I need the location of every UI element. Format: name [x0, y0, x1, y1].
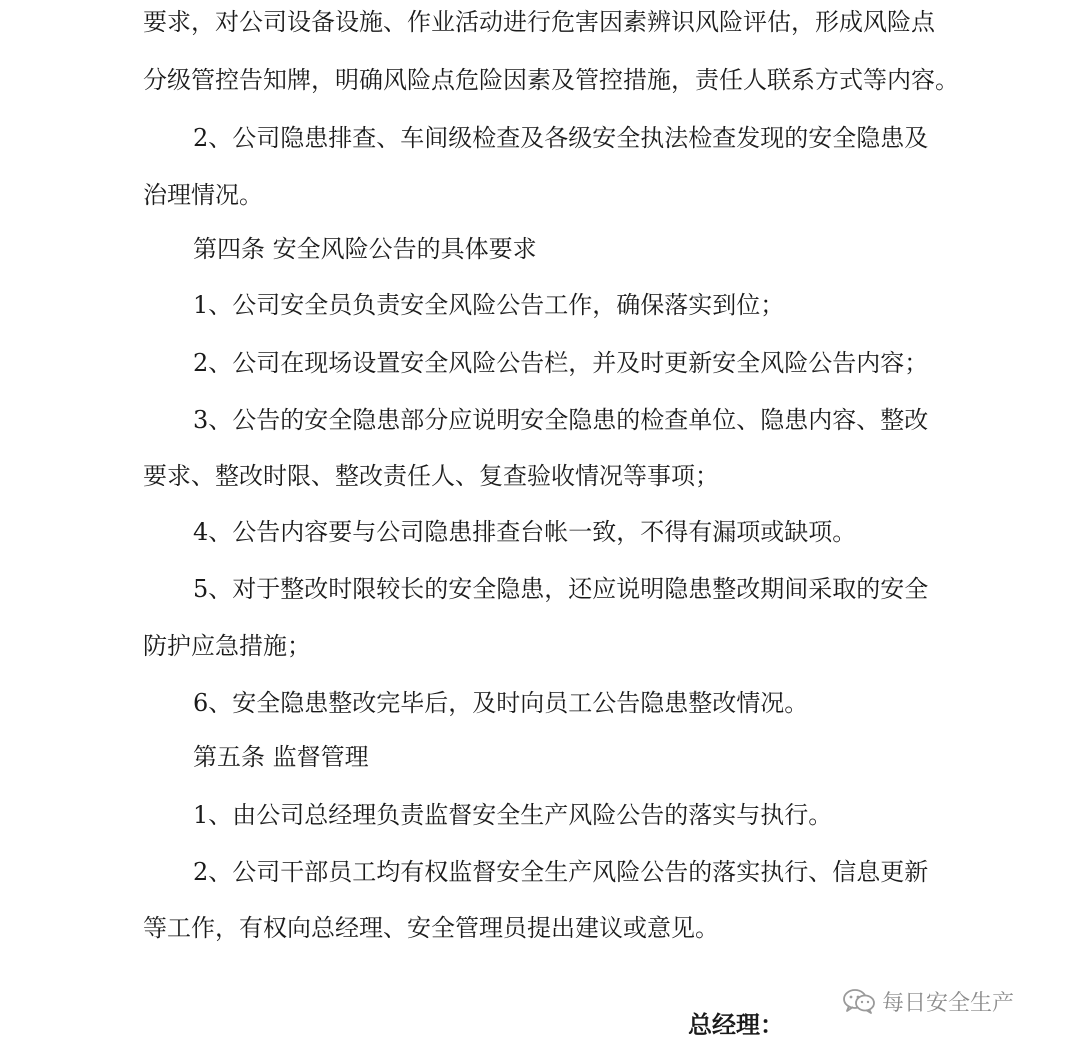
wechat-icon: [842, 988, 876, 1014]
text-line: 分级管控告知牌，明确风险点危险因素及管控措施，责任人联系方式等内容。: [143, 66, 959, 94]
text-line: 要求、整改时限、整改责任人、复查验收情况等事项；: [143, 462, 719, 490]
signature-label: 总经理：: [688, 1011, 784, 1039]
text-line: 要求，对公司设备设施、作业活动进行危害因素辨识风险评估，形成风险点: [143, 8, 935, 36]
wechat-watermark: [842, 986, 1014, 1016]
text-line: 等工作，有权向总经理、安全管理员提出建议或意见。: [143, 914, 719, 942]
section-heading-5: 第五条 监督管理: [193, 743, 369, 771]
text-line: 2、公司干部员工均有权监督安全生产风险公告的落实执行、信息更新: [193, 858, 929, 886]
text-line: 1、公司安全员负责安全风险公告工作，确保落实到位；: [193, 291, 785, 319]
text-line: 3、公告的安全隐患部分应说明安全隐患的检查单位、隐患内容、整改: [193, 406, 929, 434]
text-line: 1、由公司总经理负责监督安全生产风险公告的落实与执行。: [193, 801, 833, 829]
text-line: 2、公司在现场设置安全风险公告栏，并及时更新安全风险公告内容；: [193, 349, 929, 377]
section-heading-4: 第四条 安全风险公告的具体要求: [193, 235, 537, 263]
text-line: 4、公告内容要与公司隐患排查台帐一致，不得有漏项或缺项。: [193, 518, 857, 546]
watermark-text: 每日安全生产: [882, 990, 1015, 1016]
text-line: 6、安全隐患整改完毕后，及时向员工公告隐患整改情况。: [193, 689, 809, 717]
text-line: 5、对于整改时限较长的安全隐患，还应说明隐患整改期间采取的安全: [193, 575, 929, 603]
text-line: 防护应急措施；: [143, 632, 311, 660]
text-line: 治理情况。: [143, 181, 263, 209]
text-line: 2、公司隐患排查、车间级检查及各级安全执法检查发现的安全隐患及: [193, 124, 929, 152]
